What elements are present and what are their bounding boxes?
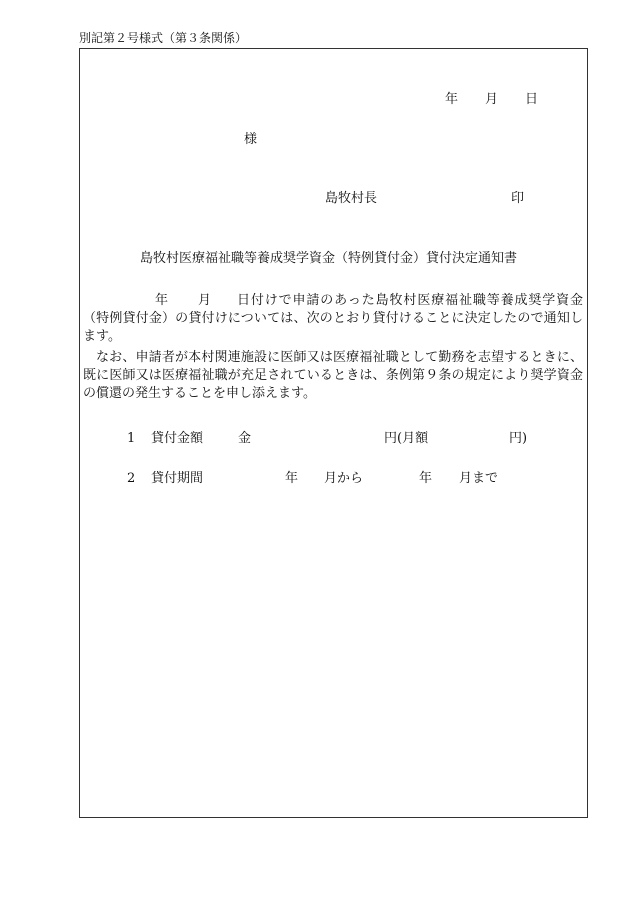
seal-mark: 印 [511, 191, 525, 206]
period-from-month-label: 月から [324, 471, 364, 486]
monthly-yen-label: 円) [509, 431, 528, 446]
period-to-month-label: 月まで [459, 471, 499, 486]
document-title: 島牧村医療福祉職等養成奨学資金（特例貸付金）貸付決定通知書 [140, 251, 518, 266]
form-caption: 別記第２号様式（第３条関係） [79, 31, 248, 45]
notice-paragraph-2: なお、申請者が本村関連施設に医師又は医療福祉職として勤務を志望するときに、既に医師又は医療福祉職が充足されているときは、条例第９条の規定により奨学資金の償還の発生することを申し添えます。 [83, 350, 583, 401]
para1-month-label: 月 [198, 293, 212, 308]
period-from-year-label: 年 [285, 471, 299, 486]
amount-prefix: 金 [238, 431, 252, 446]
date-year-label: 年 [445, 92, 459, 107]
item-number: 1 [127, 431, 136, 446]
date-day-label: 日 [525, 92, 539, 107]
notice-paragraph-1: 日付けで申請のあった島牧村医療福祉職等養成奨学資金（特例貸付金）の貸付けについては、次のとおり貸付けることに決定したので通知します。 [83, 293, 583, 344]
date-month-label: 月 [485, 92, 499, 107]
loan-period-label: 貸付期間 [151, 471, 204, 486]
para1-year-label: 年 [155, 293, 169, 308]
addressee-suffix: 様 [244, 132, 258, 147]
amount-yen-monthly-label: 円(月額 [384, 431, 429, 446]
item-number: 2 [127, 471, 136, 486]
period-to-year-label: 年 [419, 471, 433, 486]
issuer-title: 島牧村長 [325, 191, 378, 206]
loan-amount-label: 貸付金額 [151, 431, 204, 446]
